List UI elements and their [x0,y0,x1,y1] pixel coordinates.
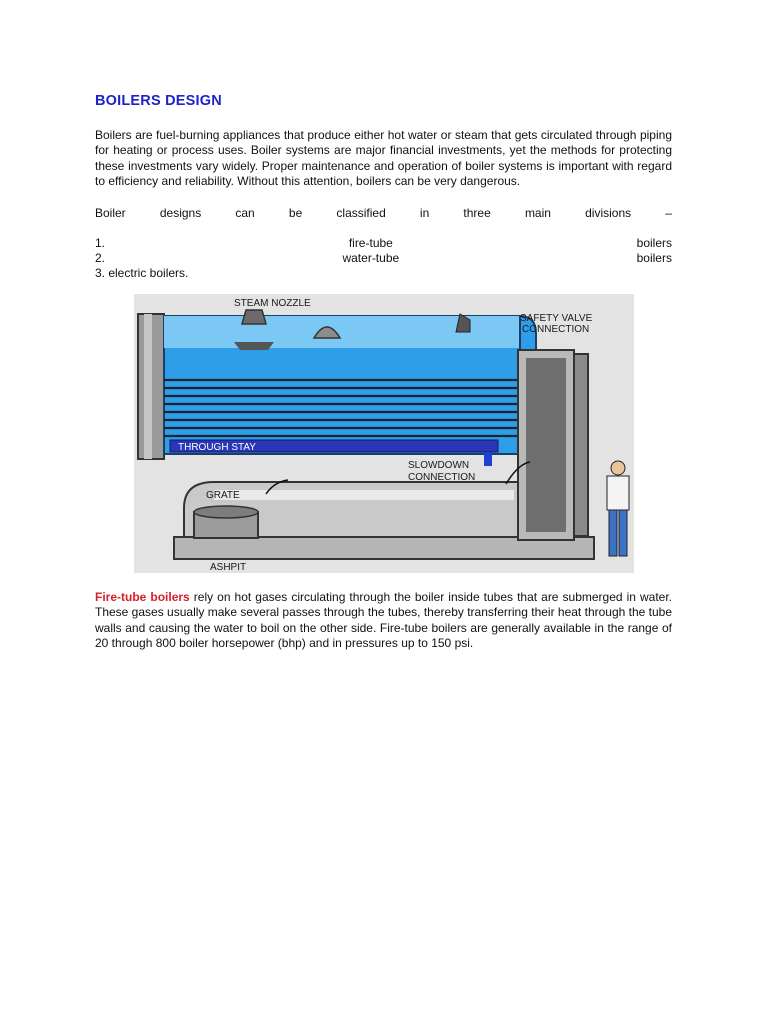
classification-word: classified [336,206,386,220]
slowdown-label: CONNECTION [408,472,476,483]
list-item [95,236,672,251]
firetube-paragraph [95,590,672,652]
list-item-name: water-tube [342,251,400,265]
classification-word: Boiler [95,206,126,220]
list-item [95,251,672,266]
classification-word: can [235,206,255,220]
list-item-tail: boilers [636,236,672,250]
smoke-box-interior [526,358,566,532]
firetube-description: rely on hot gases circulating through the boiler inside tubes that are submerged in water. These gases usually make several passes through the tubes, thereby transferring their heat through the tube walls and causing the water to boil on the other side. Fire-tube boilers are generally available in the range of 20 through 800 boiler horsepower (bhp) and in pressures up to 150 psi. [95,590,673,651]
page-title: BOILERS DESIGN [95,93,222,109]
ashpit-opening [194,506,258,518]
through-stay-label: THROUGH STAY [178,442,256,453]
front-stack-highlight [144,314,152,459]
classification-word: main [524,206,551,220]
classification-word: divisions [585,206,632,220]
rear-door [574,354,588,536]
nozzle-baffle [234,342,274,350]
classification-word: be [288,206,303,220]
list-item-number: 1. [95,236,106,250]
slowdown-label: SLOWDOWN [408,460,470,471]
furnace-highlight [214,490,514,500]
list-item-tail: boilers [636,251,672,265]
steam-nozzle-label: STEAM NOZZLE [234,298,311,309]
classification-word: in [419,206,430,220]
safety-valve-label: CONNECTION [522,324,590,335]
slowdown-pipe [484,452,492,466]
grate-label: GRATE [206,490,240,501]
classification-word: designs [159,206,202,220]
steam-nozzle [242,310,266,324]
classification-word: – [665,206,672,220]
boiler-diagram [134,294,634,573]
ashpit-label: ASHPIT [210,562,247,573]
classification-word: three [463,206,491,220]
firetube-term: Fire-tube boilers [95,590,190,604]
list-item-number: 2. [95,251,106,265]
safety-valve-label: SAFETY VALVE [520,313,593,324]
list-item: 3. electric boilers. [95,266,189,280]
list-item-name: fire-tube [348,236,393,250]
classification-line [95,206,672,221]
intro-paragraph: Boilers are fuel-burning appliances that produce either hot water or steam that gets circulated through piping for heating or process uses. Boiler systems are major financial investments, yet the methods for protecting these investments vary widely. Proper maintenance and operation of boiler systems is important with regard to efficiency and reliability. Without this attention, boilers can be very dangerous. [95,128,672,189]
